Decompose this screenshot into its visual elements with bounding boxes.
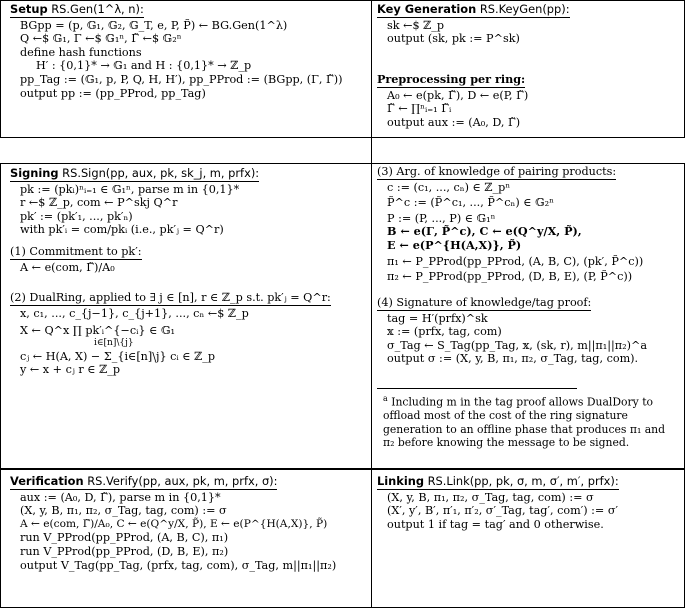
- linking-heading: Linking RS.Link(pp, pk, σ, m, σ′, m′, prfx):: [377, 474, 619, 488]
- footnote-text: Including m in the tag proof allows DualDory to offload most of the cost of the ring signature generation to an offline phase that produces π₁ and π₂ before knowing the message to be signed.: [383, 395, 666, 450]
- sigtag-line: tag = H′(prfx)^sk: [387, 311, 488, 325]
- keygen-section: [377, 3, 570, 46]
- preprocess-line: A₀ ← e(pk, Γ̃), D ← e(P, Γ̃): [387, 88, 529, 102]
- keygen-line: sk ←$ ℤ_p: [387, 18, 445, 32]
- setup-line: H′ : {0,1}* → 𝔾₁ and H : {0,1}* → ℤ_p: [36, 59, 252, 73]
- setup-line: output pp := (pp_PProd, pp_Tag): [20, 86, 206, 100]
- setup-line: Q ←$ 𝔾₁, Γ ←$ 𝔾₁ⁿ, Γ̃ ←$ 𝔾₂ⁿ: [20, 32, 182, 46]
- column-divider: [371, 0, 372, 608]
- verify-heading: Verification RS.Verify(pp, aux, pk, m, prfx, σ):: [10, 474, 278, 488]
- setup-section: [10, 3, 343, 100]
- sigtag-line: σ_Tag ← S_Tag(pp_Tag, 𝕩, (sk, r), m||π₁||π₂)^a: [387, 338, 648, 352]
- argument-heading: (3) Arg. of knowledge of pairing products:: [377, 165, 617, 178]
- preprocess-heading: Preprocessing per ring:: [377, 72, 526, 86]
- signing-line: pk := (pkᵢ)ⁿᵢ₌₁ ∈ 𝔾₁ⁿ, parse m in {0,1}*: [20, 182, 240, 196]
- argument-line: π₂ ← P_PProd(pp_PProd, (D, B, E), (P, P̃^c)): [387, 270, 633, 284]
- setup-line: BGpp = (p, 𝔾₁, 𝔾₂, 𝔾_T, e, P, P̃) ← BG.Gen(1^λ): [20, 18, 288, 32]
- verify-line: A ← e(com, Γ̃)/A₀, C ← e(Q^y/X, P̃), E ← e(P^{H(A,X)}, P̃): [20, 517, 328, 530]
- linking-line: (X, y, B, π₁, π₂, σ_Tag, tag, com) := σ: [387, 490, 594, 504]
- commit-section: [10, 245, 142, 274]
- setup-line: define hash functions: [20, 45, 142, 59]
- preprocess-line: output aux := (A₀, D, Γ̃): [387, 115, 521, 129]
- setup-line: pp_Tag := (𝔾₁, p, P, Q, H, H′), pp_PProd := (BGpp, (Γ, Γ̃)): [20, 72, 343, 86]
- dualring-section: [10, 291, 331, 377]
- signing-line: with pk′ᵢ = com/pkᵢ (i.e., pk′ⱼ = Q^r): [20, 223, 224, 237]
- verify-line: run V_PProd(pp_PProd, (A, B, C), π₁): [20, 531, 229, 545]
- preprocess-section: [377, 73, 528, 129]
- argument-line: c := (c₁, ..., cₙ) ∈ ℤ_pⁿ: [387, 180, 511, 194]
- linking-line: output 1 if tag = tag′ and 0 otherwise.: [387, 517, 604, 531]
- argument-line: π₁ ← P_PProd(pp_PProd, (A, B, C), (pk′, P̃^c)): [387, 254, 644, 268]
- verify-line: output V_Tag(pp_Tag, (prfx, tag, com), σ_Tag, m||π₁||π₂): [20, 558, 337, 572]
- setup-heading: Setup RS.Gen(1^λ, n):: [10, 2, 144, 16]
- argument-line: P := (P, ..., P) ∈ 𝔾₁ⁿ: [387, 211, 496, 225]
- linking-line: (X′, y′, B′, π′₁, π′₂, σ′_Tag, tag′, com′) := σ′: [387, 504, 619, 518]
- dualring-line: x, c₁, ..., c_{j−1}, c_{j+1}, ..., cₙ ←$ ℤ_p: [20, 306, 249, 320]
- verify-line: (X, y, B, π₁, π₂, σ_Tag, tag, com) := σ: [20, 504, 227, 518]
- argument-section: [377, 165, 643, 284]
- argument-line: B ← e(Γ, P̃^c), C ← e(Q^y/X, P̃),: [387, 224, 582, 239]
- signing-line: r ←$ ℤ_p, com ← P^skj Q^r: [20, 196, 178, 210]
- commit-heading: (1) Commitment to pk′:: [10, 245, 142, 258]
- keygen-heading: Key Generation RS.KeyGen(pp):: [377, 2, 570, 16]
- verify-line: aux := (A₀, D, Γ̃), parse m in {0,1}*: [20, 490, 221, 504]
- dualring-heading: (2) DualRing, applied to ∃ j ∈ [n], r ∈ ℤ_p s.t. pk′ⱼ = Q^r:: [10, 291, 331, 304]
- verify-section: [10, 475, 336, 572]
- argument-line: P̃^c := (P̃^c₁, ..., P̃^cₙ) ∈ 𝔾₂ⁿ: [387, 196, 554, 210]
- linking-section: [377, 475, 619, 531]
- footnote: [383, 392, 673, 450]
- signing-heading: Signing RS.Sign(pp, aux, pk, sk_j, m, prfx):: [10, 166, 260, 180]
- footnote-mark: a: [383, 394, 388, 403]
- dualring-line: X ← Q^x ∏ pk′ᵢ^{−cᵢ} ∈ 𝔾₁: [20, 324, 175, 338]
- sigtag-section: [377, 296, 647, 366]
- dualring-product-index: i∈[n]\{j}: [94, 337, 134, 348]
- footnote-separator: [377, 388, 577, 389]
- signing-section: [10, 167, 259, 237]
- sigtag-line: 𝕩 := (prfx, tag, com): [387, 325, 502, 339]
- preprocess-line: Γ̃ ← ∏ⁿᵢ₌₁ Γ̃ᵢ: [387, 102, 452, 116]
- argument-line: E ← e(P^{H(A,X)}, P̃): [387, 237, 522, 252]
- signing-line: pk′ := (pk′₁, ..., pk′ₙ): [20, 209, 133, 223]
- dualring-line: y ← x + cⱼ r ∈ ℤ_p: [20, 363, 121, 377]
- sigtag-heading: (4) Signature of knowledge/tag proof:: [377, 296, 592, 309]
- sigtag-line: output σ := (X, y, B, π₁, π₂, σ_Tag, tag, com).: [387, 352, 639, 366]
- dualring-line: cⱼ ← H(A, X) − Σ_{i∈[n]\j} cᵢ ∈ ℤ_p: [20, 349, 215, 363]
- commit-line: A ← e(com, Γ̃)/A₀: [20, 260, 115, 274]
- verify-line: run V_PProd(pp_PProd, (D, B, E), π₂): [20, 544, 229, 558]
- keygen-line: output (sk, pk := P^sk): [387, 32, 520, 46]
